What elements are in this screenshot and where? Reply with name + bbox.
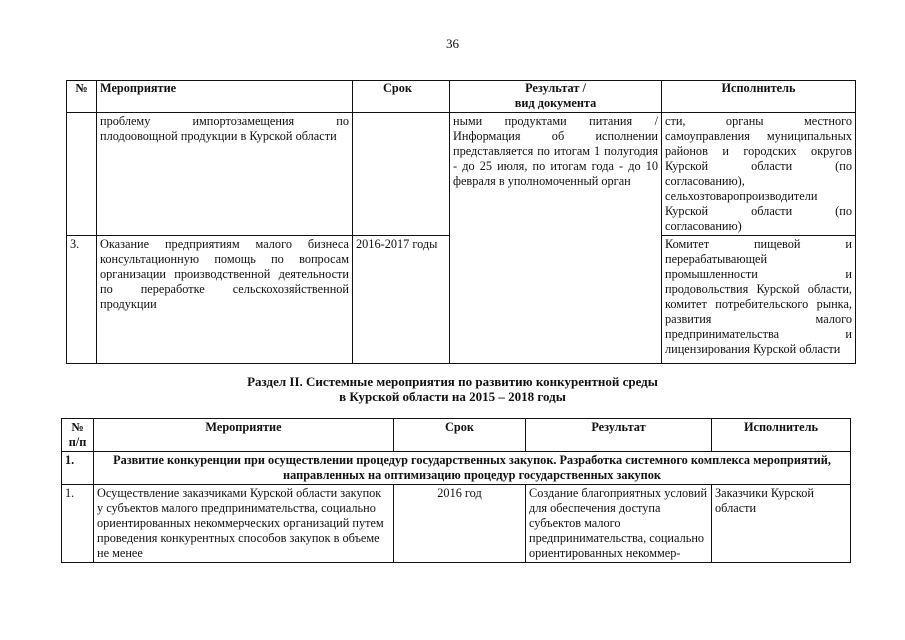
section-title xyxy=(0,374,905,404)
cell-num xyxy=(67,113,97,236)
header-result-line1: Результат / xyxy=(525,81,586,95)
header-result-line2: вид документа xyxy=(514,96,597,110)
cell-term: 2016-2017 годы xyxy=(353,236,450,364)
table-header-row xyxy=(62,419,851,452)
systemic-measures-table xyxy=(61,418,851,563)
table-header-row xyxy=(67,81,856,113)
cell-num: 3. xyxy=(67,236,97,364)
header-result: Результат xyxy=(526,419,712,452)
header-num: № xyxy=(67,81,97,113)
header-term xyxy=(353,81,450,113)
page-number: 36 xyxy=(446,36,459,51)
header-event: Мероприятие xyxy=(94,419,394,452)
section-title-line2: в Курской области на 2015 – 2018 годы xyxy=(339,389,566,404)
header-executor: Исполнитель xyxy=(712,419,851,452)
cell-term xyxy=(353,113,450,236)
header-event-label: Мероприятие xyxy=(100,81,177,95)
section-title-line1: Раздел II. Системные мероприятия по развитию конкурентной среды xyxy=(247,374,658,389)
group-row xyxy=(62,452,851,485)
header-num: № п/п xyxy=(62,419,94,452)
measures-table-continued xyxy=(66,80,856,364)
header-result xyxy=(450,81,662,113)
cell-term: 2016 год xyxy=(394,485,526,563)
cell-event: Осуществление заказчиками Курской области закупок у субъектов малого предпринимательства, социально ориентированных некоммерческих организаций путем проведения конкурентных способов закупок в объеме не менее xyxy=(94,485,394,563)
cell-event: Оказание предприятиям малого бизнеса консультационную помощь по вопросам организации производственной деятельности по переработке сельскохозяйственной продукции xyxy=(97,236,353,364)
group-title: Развитие конкуренции при осуществлении процедур государственных закупок. Разработка системного комплекса мероприятий, направленных на оптимизацию процедур государственных закупок xyxy=(94,452,851,485)
cell-result: Создание благоприятных условий для обеспечения доступа субъектов малого предпринимательства, социально ориентированных некоммер- xyxy=(526,485,712,563)
cell-event: проблему импортозамещения по плодоовощной продукции в Курской области xyxy=(97,113,353,236)
header-term: Срок xyxy=(394,419,526,452)
group-num: 1. xyxy=(62,452,94,485)
cell-executor: Заказчики Курской области xyxy=(712,485,851,563)
header-executor: Исполнитель xyxy=(662,81,856,113)
cell-result: ными продуктами питания / Информация об исполнении представляется по итогам 1 полугодия - до 25 июля, по итогам года - до 10 февраля в уполномоченный орган xyxy=(450,113,662,364)
header-event xyxy=(97,81,353,113)
table-row xyxy=(67,113,856,236)
cell-num: 1. xyxy=(62,485,94,563)
table-row xyxy=(62,485,851,563)
cell-executor: сти, органы местного самоуправления муниципальных районов и городских округов Курской области (по согласованию), сельхозтоваропроизводители Курской области (по согласованию) xyxy=(662,113,856,236)
header-term-label: Срок xyxy=(383,81,412,95)
cell-executor: Комитет пищевой и перерабатывающей промышленности и продовольствия Курской области, комитет потребительского рынка, развития малого предпринимательства и лицензирования Курской области xyxy=(662,236,856,364)
